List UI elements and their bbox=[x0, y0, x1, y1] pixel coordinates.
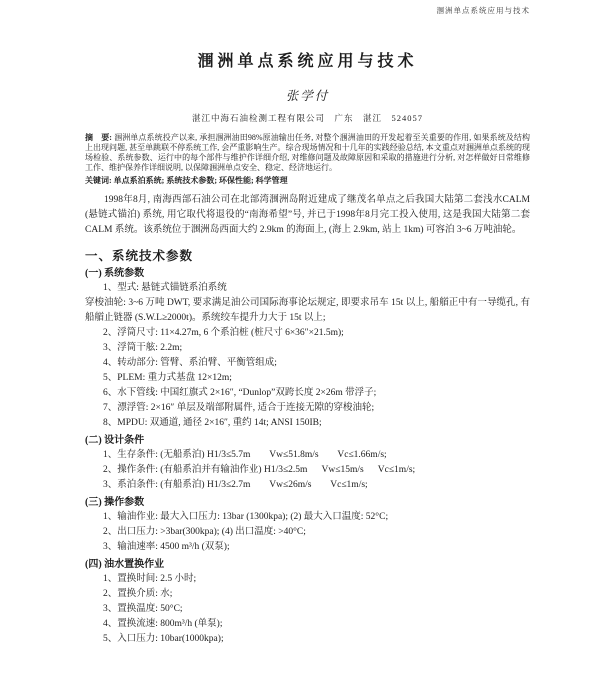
list-item: 2、置换介质: 水; bbox=[103, 589, 173, 599]
list-item: 2、出口压力: >3bar(300kpa); (4) 出口温度: >40°C; bbox=[103, 527, 306, 537]
list-item: 1、生存条件: (无船系泊) H1/3≤5.7m Vw≤51.8m/s Vc≤1.66m/s; bbox=[103, 450, 387, 460]
keywords bbox=[85, 176, 530, 186]
shuttle-tanker-note: 穿梭油轮: 3~6 万吨 DWT, 要求满足油公司国际海事论坛规定, 即要求吊车 15t 以上, 船艏正中有一导缆孔, 有船艏止链器 (S.W.L≥2000t)。系统绞车提升力大于 15t 以上; bbox=[85, 298, 530, 323]
subsection-heading-d: (四) 油水置换作业 bbox=[85, 559, 165, 570]
list-item: 3、系泊条件: (有船系泊) H1/3≤2.7m Vw≤26m/s Vc≤1m/s; bbox=[103, 480, 368, 490]
subsection-heading-a: (一) 系统参数 bbox=[85, 268, 145, 279]
list-item: 1、型式: 悬链式锚链系泊系统 bbox=[103, 283, 227, 293]
list-item: 2、浮筒尺寸: 11×4.27m, 6 个系泊桩 (桩尺寸 6×36″×21.5m); bbox=[103, 328, 344, 338]
list-item: 4、转动部分: 管臂、系泊臂、平衡管组成; bbox=[103, 358, 277, 368]
list-item: 3、置换温度: 50°C; bbox=[103, 604, 183, 614]
affiliation: 湛江中海石油检测工程有限公司 广东 湛江 524057 bbox=[191, 113, 423, 123]
abstract-label: 摘 要: bbox=[85, 133, 112, 142]
list-item: 4、置换流速: 800m³/h (单泵); bbox=[103, 619, 223, 629]
list-item: 8、MPDU: 双通道, 通径 2×16″, 重约 14t; ANSI 150IB; bbox=[103, 418, 322, 428]
subsection-heading-c: (三) 操作参数 bbox=[85, 497, 145, 508]
list-item: 3、浮筒干舷: 2.2m; bbox=[103, 343, 183, 353]
author-name: 张学付 bbox=[285, 89, 330, 103]
abstract-text: 涠洲单点系统投产以来, 承担涠洲油田98%原油输出任务, 对整个涠洲油田的开发起着至关重要的作用, 如果系统及结构上出现问题, 甚至单跳联不停系统工作, 会严重影响生产。综合现场情况和十几年的实践经验总结, 本文重点对涠洲单点系统的现场检验、系统参数、运行中的每个部件与维护作详细介绍, 对维修问题及故障原因和采取的措施进行分析, 对怎样做好日常维修工作、维护保养作详细说明, 以保障涠洲单点安全、稳定、经济地运行。 bbox=[85, 133, 530, 172]
list-item: 5、PLEM: 重力式基盘 12×12m; bbox=[103, 373, 232, 383]
subsection-heading-b: (二) 设计条件 bbox=[85, 435, 145, 446]
list-item: 6、水下管线: 中国红旗式 2×16″, “Dunlop”双跨长度 2×26m 带浮子; bbox=[103, 388, 377, 398]
intro-paragraph: 1998年8月, 南海西部石油公司在北部湾涠洲岛附近建成了继茂名单点之后我国大陆第二套浅水CALM (悬链式锚泊) 系统, 用它取代将退役的“南海希望”号, 并已于1998年8月完工投入使用, 这是我国大陆第二套 CALM 系统。该系统位于涠洲岛西面大约 2.9km 的海面上, (海上 2.9km, 站上 1km) 可容泊 3~6 万吨油轮。 bbox=[85, 195, 530, 235]
list-item: 7、漂浮管: 2×16″ 单层及端部附属件, 适合于连接无隙的穿梭油轮; bbox=[103, 403, 375, 413]
list-item: 2、操作条件: (有船系泊并有输油作业) H1/3≤2.5m Vw≤15m/s Vc≤1m/s; bbox=[103, 465, 416, 475]
keywords-label: 关键词: bbox=[85, 176, 112, 185]
keywords-text: 单点系泊系统; 系统技术参数; 环保性能; 科学管理 bbox=[113, 176, 288, 185]
abstract bbox=[85, 133, 530, 173]
list-item: 1、置换时间: 2.5 小时; bbox=[103, 574, 197, 584]
chapter-heading: 一、系统技术参数 bbox=[85, 249, 194, 263]
list-item: 1、输油作业: 最大入口压力: 13bar (1300kpa); (2) 最大入口温度: 52°C; bbox=[103, 512, 389, 522]
running-header: 涠洲单点系统应用与技术 bbox=[436, 6, 530, 15]
page-title: 涠洲单点系统应用与技术 bbox=[197, 53, 418, 70]
list-item: 5、入口压力: 10bar(1000kpa); bbox=[103, 634, 224, 644]
list-item: 3、输油速率: 4500 m³/h (双泵); bbox=[103, 542, 230, 552]
